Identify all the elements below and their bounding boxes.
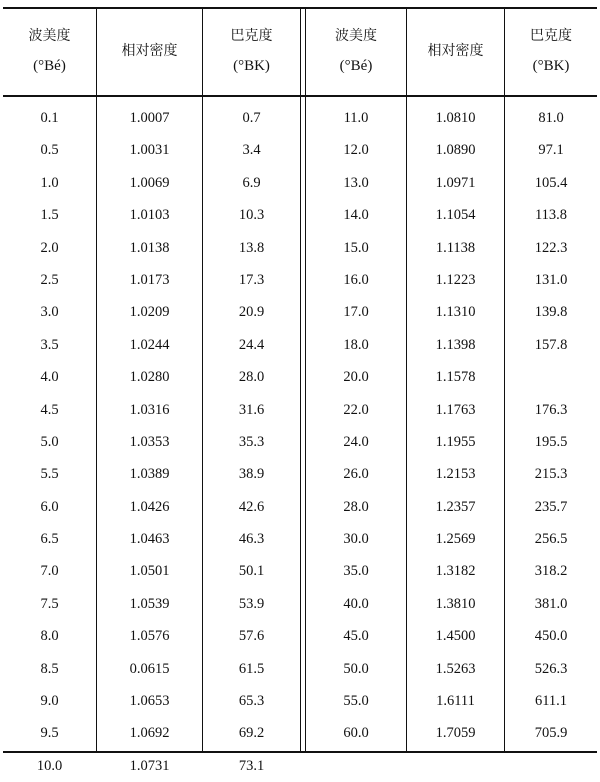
baume-cell: 17.0 [343, 304, 369, 321]
baume-cell: 8.5 [40, 660, 59, 677]
barkometer-cell: 6.9 [242, 174, 261, 191]
relative-density-cell: 1.1578 [435, 369, 476, 386]
baume-cell: 3.5 [40, 336, 59, 353]
barkometer-cell: 113.8 [534, 207, 568, 224]
relative-density-cell: 1.0426 [129, 498, 170, 515]
relative-density-cell: 0.0615 [129, 660, 170, 677]
table-row [3, 717, 597, 749]
barkometer-cell: 0.7 [242, 110, 261, 126]
relative-density-cell: 1.0810 [435, 110, 476, 126]
relative-density-cell: 1.0463 [129, 531, 170, 548]
header-baume-unit: (°Bé) [33, 58, 66, 74]
baume-cell: 3.0 [40, 304, 59, 321]
baume-cell: 13.0 [343, 174, 369, 191]
baume-cell: 7.5 [40, 595, 59, 612]
header-relative-density-name: 相对密度 [121, 43, 178, 59]
baume-cell: 0.5 [40, 142, 59, 159]
relative-density-cell: 1.4500 [435, 628, 476, 645]
baume-cell: 2.5 [40, 271, 59, 288]
barkometer-cell: 73.1 [238, 757, 265, 774]
relative-density-cell: 1.0971 [435, 174, 476, 191]
relative-density-cell: 1.2153 [435, 466, 476, 483]
barkometer-cell: 13.8 [238, 239, 265, 256]
barkometer-cell: 53.9 [238, 595, 265, 612]
barkometer-cell: 57.6 [238, 628, 265, 645]
barkometer-cell: 131.0 [534, 271, 568, 288]
baume-cell: 24.0 [343, 433, 369, 450]
relative-density-cell: 1.1054 [435, 207, 476, 224]
header-baume-name: 波美度 [28, 28, 71, 44]
baume-cell: 9.0 [40, 693, 59, 710]
header-baume-name: 波美度 [335, 28, 377, 44]
relative-density-cell: 1.0890 [435, 142, 476, 159]
baume-cell: 10.0 [36, 757, 63, 774]
baume-cell: 4.5 [40, 401, 59, 418]
relative-density-cell: 1.0353 [129, 433, 170, 450]
barkometer-cell: 61.5 [238, 660, 265, 677]
barkometer-cell: 256.5 [534, 531, 568, 548]
header-relative-density [97, 7, 202, 95]
table-row [3, 296, 597, 328]
relative-density-cell [407, 750, 504, 782]
barkometer-cell: 69.2 [238, 725, 265, 742]
baume-cell: 8.0 [40, 628, 59, 645]
relative-density-cell: 1.0069 [129, 174, 170, 191]
baume-cell: 28.0 [343, 498, 369, 515]
barkometer-cell: 20.9 [238, 304, 265, 321]
header-barkometer-name: 巴克度 [230, 28, 273, 44]
barkometer-cell: 235.7 [534, 498, 568, 515]
baume-cell: 26.0 [343, 466, 369, 483]
conversion-table [3, 7, 597, 774]
header-barkometer [505, 7, 597, 95]
barkometer-cell: 611.1 [534, 693, 568, 710]
relative-density-cell: 1.1223 [435, 271, 476, 288]
baume-cell [306, 750, 406, 782]
header-baume [306, 7, 406, 95]
header-barkometer-unit: (°BK) [532, 58, 570, 74]
barkometer-cell: 381.0 [534, 595, 568, 612]
baume-cell: 50.0 [343, 660, 369, 677]
barkometer-cell: 65.3 [238, 693, 265, 710]
baume-cell: 18.0 [343, 336, 369, 353]
relative-density-cell: 1.2357 [435, 498, 476, 515]
barkometer-cell: 139.8 [534, 304, 568, 321]
barkometer-cell: 17.3 [238, 271, 265, 288]
table-row [3, 102, 597, 134]
table-row [3, 750, 597, 782]
baume-cell: 22.0 [343, 401, 369, 418]
relative-density-cell: 1.0280 [129, 369, 170, 386]
barkometer-cell: 31.6 [238, 401, 265, 418]
header-relative-density-name: 相对密度 [427, 43, 484, 59]
table-row [3, 264, 597, 296]
baume-cell: 6.0 [40, 498, 59, 515]
relative-density-cell: 1.0173 [129, 271, 170, 288]
table-row [3, 588, 597, 620]
barkometer-cell: 50.1 [238, 563, 265, 580]
baume-cell: 1.0 [40, 174, 59, 191]
baume-cell: 12.0 [343, 142, 369, 159]
baume-cell: 40.0 [343, 595, 369, 612]
header-baume [3, 7, 96, 95]
header-baume-unit: (°Bé) [339, 58, 373, 74]
table-row [3, 620, 597, 652]
relative-density-cell: 1.0103 [129, 207, 170, 224]
baume-cell: 0.1 [40, 110, 59, 126]
baume-cell: 55.0 [343, 693, 369, 710]
header-barkometer-name: 巴克度 [530, 28, 572, 44]
barkometer-cell: 195.5 [534, 433, 568, 450]
relative-density-cell: 1.0539 [129, 595, 170, 612]
table-row [3, 555, 597, 587]
relative-density-cell: 1.0389 [129, 466, 170, 483]
table-row [3, 458, 597, 490]
table-row [3, 361, 597, 393]
baume-cell: 16.0 [343, 271, 369, 288]
baume-cell: 5.5 [40, 466, 59, 483]
baume-cell: 45.0 [343, 628, 369, 645]
barkometer-cell: 38.9 [238, 466, 265, 483]
barkometer-cell: 28.0 [238, 369, 265, 386]
barkometer-cell: 176.3 [534, 401, 568, 418]
barkometer-cell: 215.3 [534, 466, 568, 483]
barkometer-cell: 450.0 [534, 628, 568, 645]
baume-cell: 15.0 [343, 239, 369, 256]
relative-density-cell: 1.0653 [129, 693, 170, 710]
header-barkometer-unit: (°BK) [233, 58, 270, 74]
baume-cell: 6.5 [40, 531, 59, 548]
relative-density-cell: 1.0576 [129, 628, 170, 645]
table-row [3, 394, 597, 426]
baume-cell: 7.0 [40, 563, 59, 580]
barkometer-cell: 42.6 [238, 498, 265, 515]
table-row [3, 523, 597, 555]
relative-density-cell: 1.0138 [129, 239, 170, 256]
baume-cell: 35.0 [343, 563, 369, 580]
table-row [3, 134, 597, 166]
baume-cell: 60.0 [343, 725, 369, 742]
relative-density-cell: 1.5263 [435, 660, 476, 677]
barkometer-cell: 3.4 [242, 142, 261, 159]
relative-density-cell: 1.2569 [435, 531, 476, 548]
table-row [3, 426, 597, 458]
relative-density-cell: 1.0316 [129, 401, 170, 418]
relative-density-cell: 1.1955 [435, 433, 476, 450]
relative-density-cell: 1.1398 [435, 336, 476, 353]
baume-cell: 5.0 [40, 433, 59, 450]
barkometer-cell: 81.0 [538, 110, 564, 126]
barkometer-cell [505, 361, 597, 393]
baume-cell: 30.0 [343, 531, 369, 548]
barkometer-cell: 46.3 [238, 531, 265, 548]
barkometer-cell: 35.3 [238, 433, 265, 450]
table-row [3, 167, 597, 199]
relative-density-cell: 1.1763 [435, 401, 476, 418]
relative-density-cell: 1.6111 [436, 693, 475, 710]
relative-density-cell: 1.0501 [129, 563, 170, 580]
table-row [3, 653, 597, 685]
header-barkometer [203, 7, 300, 95]
barkometer-cell: 105.4 [534, 174, 568, 191]
table-row [3, 685, 597, 717]
relative-density-cell: 1.0244 [129, 336, 170, 353]
table-row [3, 232, 597, 264]
table-row [3, 329, 597, 361]
baume-cell: 14.0 [343, 207, 369, 224]
barkometer-cell: 705.9 [534, 725, 568, 742]
baume-cell: 1.5 [40, 207, 59, 224]
barkometer-cell: 526.3 [534, 660, 568, 677]
table-body [3, 102, 597, 782]
relative-density-cell: 1.1138 [435, 239, 476, 256]
relative-density-cell: 1.0031 [129, 142, 170, 159]
table-row [3, 199, 597, 231]
barkometer-cell: 10.3 [238, 207, 265, 224]
relative-density-cell: 1.3810 [435, 595, 476, 612]
barkometer-cell: 24.4 [238, 336, 265, 353]
baume-cell: 11.0 [343, 110, 369, 126]
header-relative-density [407, 7, 504, 95]
baume-cell: 9.5 [40, 725, 59, 742]
baume-cell: 20.0 [343, 369, 369, 386]
relative-density-cell: 1.0007 [129, 110, 170, 126]
baume-cell: 4.0 [40, 369, 59, 386]
barkometer-cell [505, 750, 597, 782]
relative-density-cell: 1.0692 [129, 725, 170, 742]
table-row [3, 491, 597, 523]
barkometer-cell: 97.1 [538, 142, 564, 159]
relative-density-cell: 1.3182 [435, 563, 476, 580]
barkometer-cell: 318.2 [534, 563, 568, 580]
relative-density-cell: 1.0731 [129, 757, 170, 774]
relative-density-cell: 1.1310 [435, 304, 476, 321]
relative-density-cell: 1.0209 [129, 304, 170, 321]
relative-density-cell: 1.7059 [435, 725, 476, 742]
barkometer-cell: 157.8 [534, 336, 568, 353]
baume-cell: 2.0 [40, 239, 59, 256]
barkometer-cell: 122.3 [534, 239, 568, 256]
